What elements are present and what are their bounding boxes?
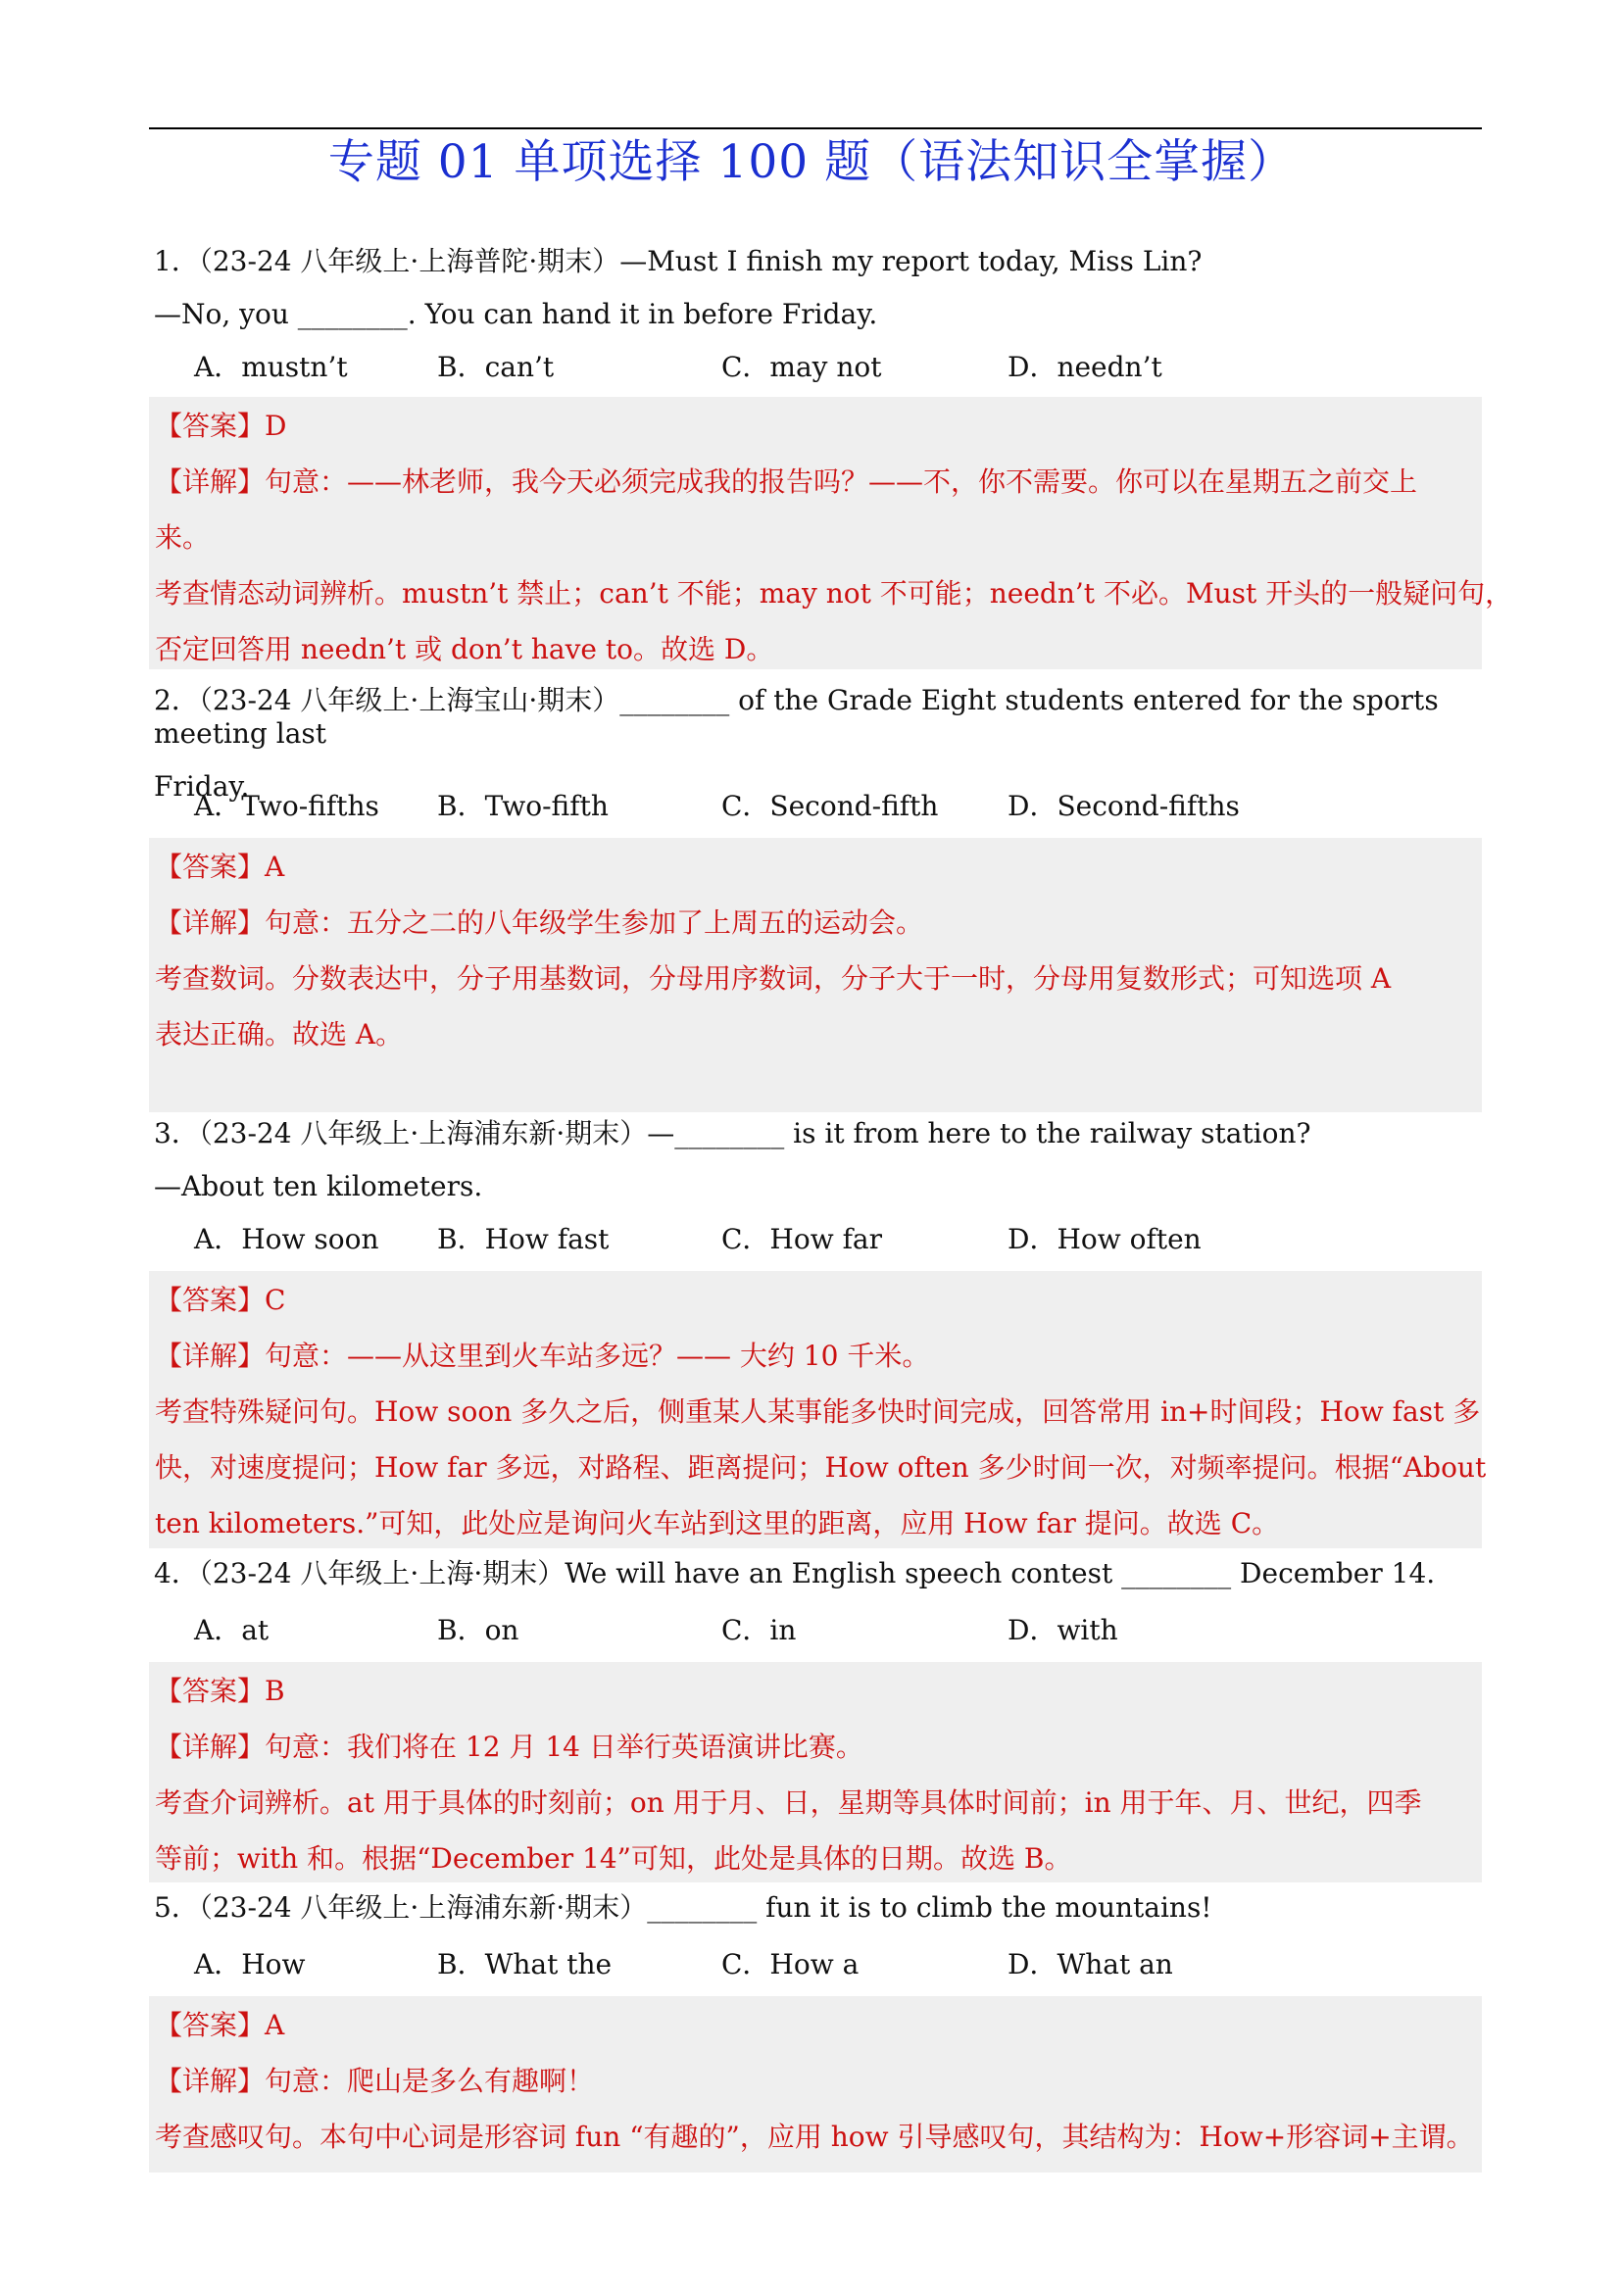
option-d: D．with [1008, 1614, 1118, 1646]
option-a: A．How [194, 1948, 306, 1980]
explanation-line: 【详解】句意：——从这里到火车站多远？—— 大约 10 千米。 [155, 1340, 930, 1372]
answer-block-1 [149, 397, 1513, 669]
question-text: —No, you ________. You can hand it in before Friday. [154, 298, 878, 330]
question-4 [154, 1557, 1487, 1590]
option-c: C．How far [721, 1223, 883, 1255]
explanation-line: 考查感叹句。本句中心词是形容词 fun “有趣的”，应用 how 引导感叹句，其结构为：How+形容词+主谓。 [155, 2121, 1474, 2153]
page-title: 专题 01 单项选择 100 题（语法知识全掌握） [327, 135, 1296, 189]
explanation-line: 【详解】句意：我们将在 12 月 14 日举行英语演讲比赛。 [155, 1731, 863, 1763]
top-rule [149, 127, 1482, 129]
explanation-line: 考查介词辨析。at 用于具体的时刻前；on 用于月、日，星期等具体时间前；in 用于年、月、世纪，四季 [155, 1786, 1422, 1819]
answer-label: 【答案】D [155, 410, 287, 442]
option-a: A．Two-fifths [194, 790, 379, 822]
option-b: B．How fast [437, 1223, 610, 1255]
options-2 [194, 790, 1468, 823]
answer-label: 【答案】A [155, 2009, 285, 2041]
question-text: 1．（23-24 八年级上·上海普陀·期末）—Must I finish my report today, Miss Lin? [154, 245, 1203, 277]
options-5 [194, 1948, 1468, 1981]
question-text: 4．（23-24 八年级上·上海·期末）We will have an English speech contest ________ December 14. [154, 1557, 1436, 1589]
option-b: B．What the [437, 1948, 613, 1980]
answer-block-5 [149, 1996, 1482, 2173]
answer-block-4 [149, 1662, 1482, 1882]
option-c: C．Second-fifth [721, 790, 939, 822]
option-c: C．may not [721, 351, 882, 383]
explanation-line: 来。 [155, 521, 211, 554]
explanation-line: 快，对速度提问；How far 多远，对路程、距离提问；How often 多少时间一次，对频率提问。根据“About [155, 1451, 1487, 1484]
question-text: —About ten kilometers. [154, 1170, 483, 1202]
explanation-line: ten kilometers.”可知，此处应是询问火车站到这里的距离，应用 How far 提问。故选 C。 [155, 1507, 1280, 1539]
answer-label: 【答案】A [155, 851, 285, 883]
options-4 [194, 1614, 1468, 1647]
explanation-line: 考查情态动词辨析。mustn’t 禁止；can’t 不能；may not 不可能；needn’t 不必。Must 开头的一般疑问句， [155, 577, 1513, 610]
option-d: D．needn’t [1008, 351, 1162, 383]
question-text: Friday. [154, 770, 250, 803]
question-text: 5．（23-24 八年级上·上海浦东新·期末）________ fun it is to climb the mountains! [154, 1891, 1212, 1924]
option-a: A．mustn’t [194, 351, 348, 383]
explanation-line: 等前；with 和。根据“December 14”可知，此处是具体的日期。故选 B。 [155, 1842, 1072, 1875]
question-3 [154, 1117, 1487, 1203]
option-a: A．at [194, 1614, 270, 1646]
explanation-line: 【详解】句意：爬山是多么有趣啊！ [155, 2065, 595, 2097]
answer-block-3 [149, 1271, 1487, 1548]
answer-label: 【答案】B [155, 1675, 285, 1707]
answer-block-2 [149, 838, 1482, 1112]
explanation-line: 【详解】句意：五分之二的八年级学生参加了上周五的运动会。 [155, 906, 924, 939]
explanation-line: 【详解】句意：——林老师，我今天必须完成我的报告吗？——不，你不需要。你可以在星期五之前交上 [155, 465, 1418, 498]
option-d: D．What an [1008, 1948, 1173, 1980]
answer-label: 【答案】C [155, 1284, 286, 1316]
question-2 [154, 684, 1487, 804]
question-5 [154, 1891, 1487, 1925]
option-d: D．Second-fifths [1008, 790, 1240, 822]
option-c: C．in [721, 1614, 797, 1646]
option-b: B．can’t [437, 351, 555, 383]
options-3 [194, 1223, 1468, 1256]
option-b: B．on [437, 1614, 519, 1646]
question-1 [154, 245, 1487, 331]
question-text: 3．（23-24 八年级上·上海浦东新·期末）—________ is it from here to the railway station? [154, 1117, 1311, 1149]
explanation-line: 否定回答用 needn’t 或 don’t have to。故选 D。 [155, 633, 774, 665]
question-text: 2．（23-24 八年级上·上海宝山·期末）________ of the Grade Eight students entered for the sports meeting last [154, 684, 1439, 750]
explanation-line: 考查数词。分数表达中，分子用基数词，分母用序数词，分子大于一时，分母用复数形式；可知选项 A [155, 962, 1392, 995]
option-d: D．How often [1008, 1223, 1202, 1255]
explanation-line: 考查特殊疑问句。How soon 多久之后，侧重某人某事能多快时间完成，回答常用 in+时间段；How fast 多 [155, 1395, 1481, 1428]
option-c: C．How a [721, 1948, 860, 1980]
options-1 [194, 351, 1468, 384]
option-b: B．Two-fifth [437, 790, 609, 822]
option-a: A．How soon [194, 1223, 379, 1255]
explanation-line: 表达正确。故选 A。 [155, 1018, 404, 1050]
